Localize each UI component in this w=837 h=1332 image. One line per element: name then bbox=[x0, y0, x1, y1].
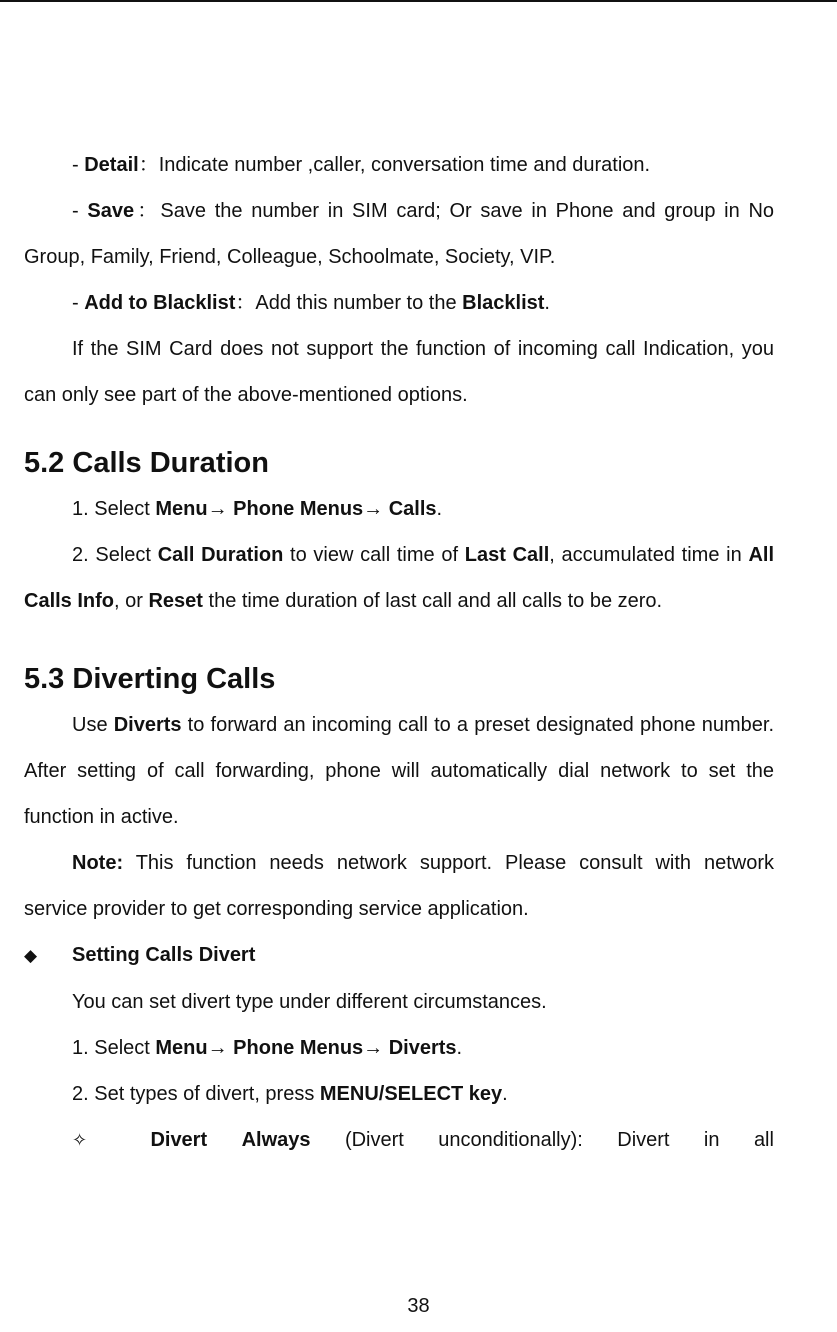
divert-step-2: 2. Set types of divert, press MENU/SELECT key. bbox=[72, 1083, 508, 1105]
note-label: Note: bbox=[72, 852, 124, 874]
divert-always-item: ✧ Divert Always (Divert unconditionally): Divert in all bbox=[24, 1117, 774, 1163]
detail-text: Indicate number ,caller, conversation time and duration. bbox=[158, 154, 651, 176]
detail-item: - Detail：Indicate number ,caller, conversation time and duration. bbox=[72, 154, 651, 176]
hollow-star-bullet-icon: ✧ bbox=[72, 1130, 88, 1150]
blacklist-item: - Add to Blacklist：Add this number to the Blacklist. bbox=[72, 292, 550, 314]
diamond-bullet-icon: ◆ bbox=[24, 946, 38, 965]
sim-note: If the SIM Card does not support the function of incoming call Indication, you can only see part of the above-mentioned options. bbox=[24, 338, 774, 406]
page-content bbox=[24, 142, 774, 1163]
detail-label: Detail bbox=[84, 154, 139, 176]
save-item: - Save：Save the number in SIM card; Or save in Phone and group in No Group, Family, Friend, Colleague, Schoolmate, Society, VIP. bbox=[24, 200, 775, 268]
top-rule bbox=[0, 0, 837, 2]
divert-intro: Use Diverts to forward an incoming call to a preset designated phone number. After setting of call forwarding, phone will automatically dial network to set the function in active. bbox=[24, 714, 774, 828]
save-label: Save bbox=[87, 200, 135, 222]
blacklist-label: Add to Blacklist bbox=[84, 292, 236, 314]
divert-note: Note: This function needs network support. Please consult with network service provider to get corresponding service application. bbox=[24, 852, 774, 920]
divert-types-text: You can set divert type under different circumstances. bbox=[72, 991, 547, 1013]
save-text: Save the number in SIM card; Or save in Phone and group in No Group, Family, Friend, Colleague, Schoolmate, Society, VIP. bbox=[24, 200, 775, 268]
duration-step-1: 1. Select Menu→ Phone Menus→ Calls. bbox=[72, 498, 443, 520]
section-heading-calls-duration: 5.2 Calls Duration bbox=[24, 447, 269, 479]
section-heading-diverting-calls: 5.3 Diverting Calls bbox=[24, 663, 276, 695]
divert-step-1: 1. Select Menu→ Phone Menus→ Diverts. bbox=[72, 1037, 463, 1059]
bullet-setting-calls-divert: ◆ Setting Calls Divert bbox=[24, 932, 774, 979]
duration-step-2: 2. Select Call Duration to view call time of Last Call, accumulated time in All Calls Info, or Reset the time duration of last call and all calls to be zero. bbox=[24, 544, 774, 612]
page-number: 38 bbox=[407, 1295, 430, 1317]
